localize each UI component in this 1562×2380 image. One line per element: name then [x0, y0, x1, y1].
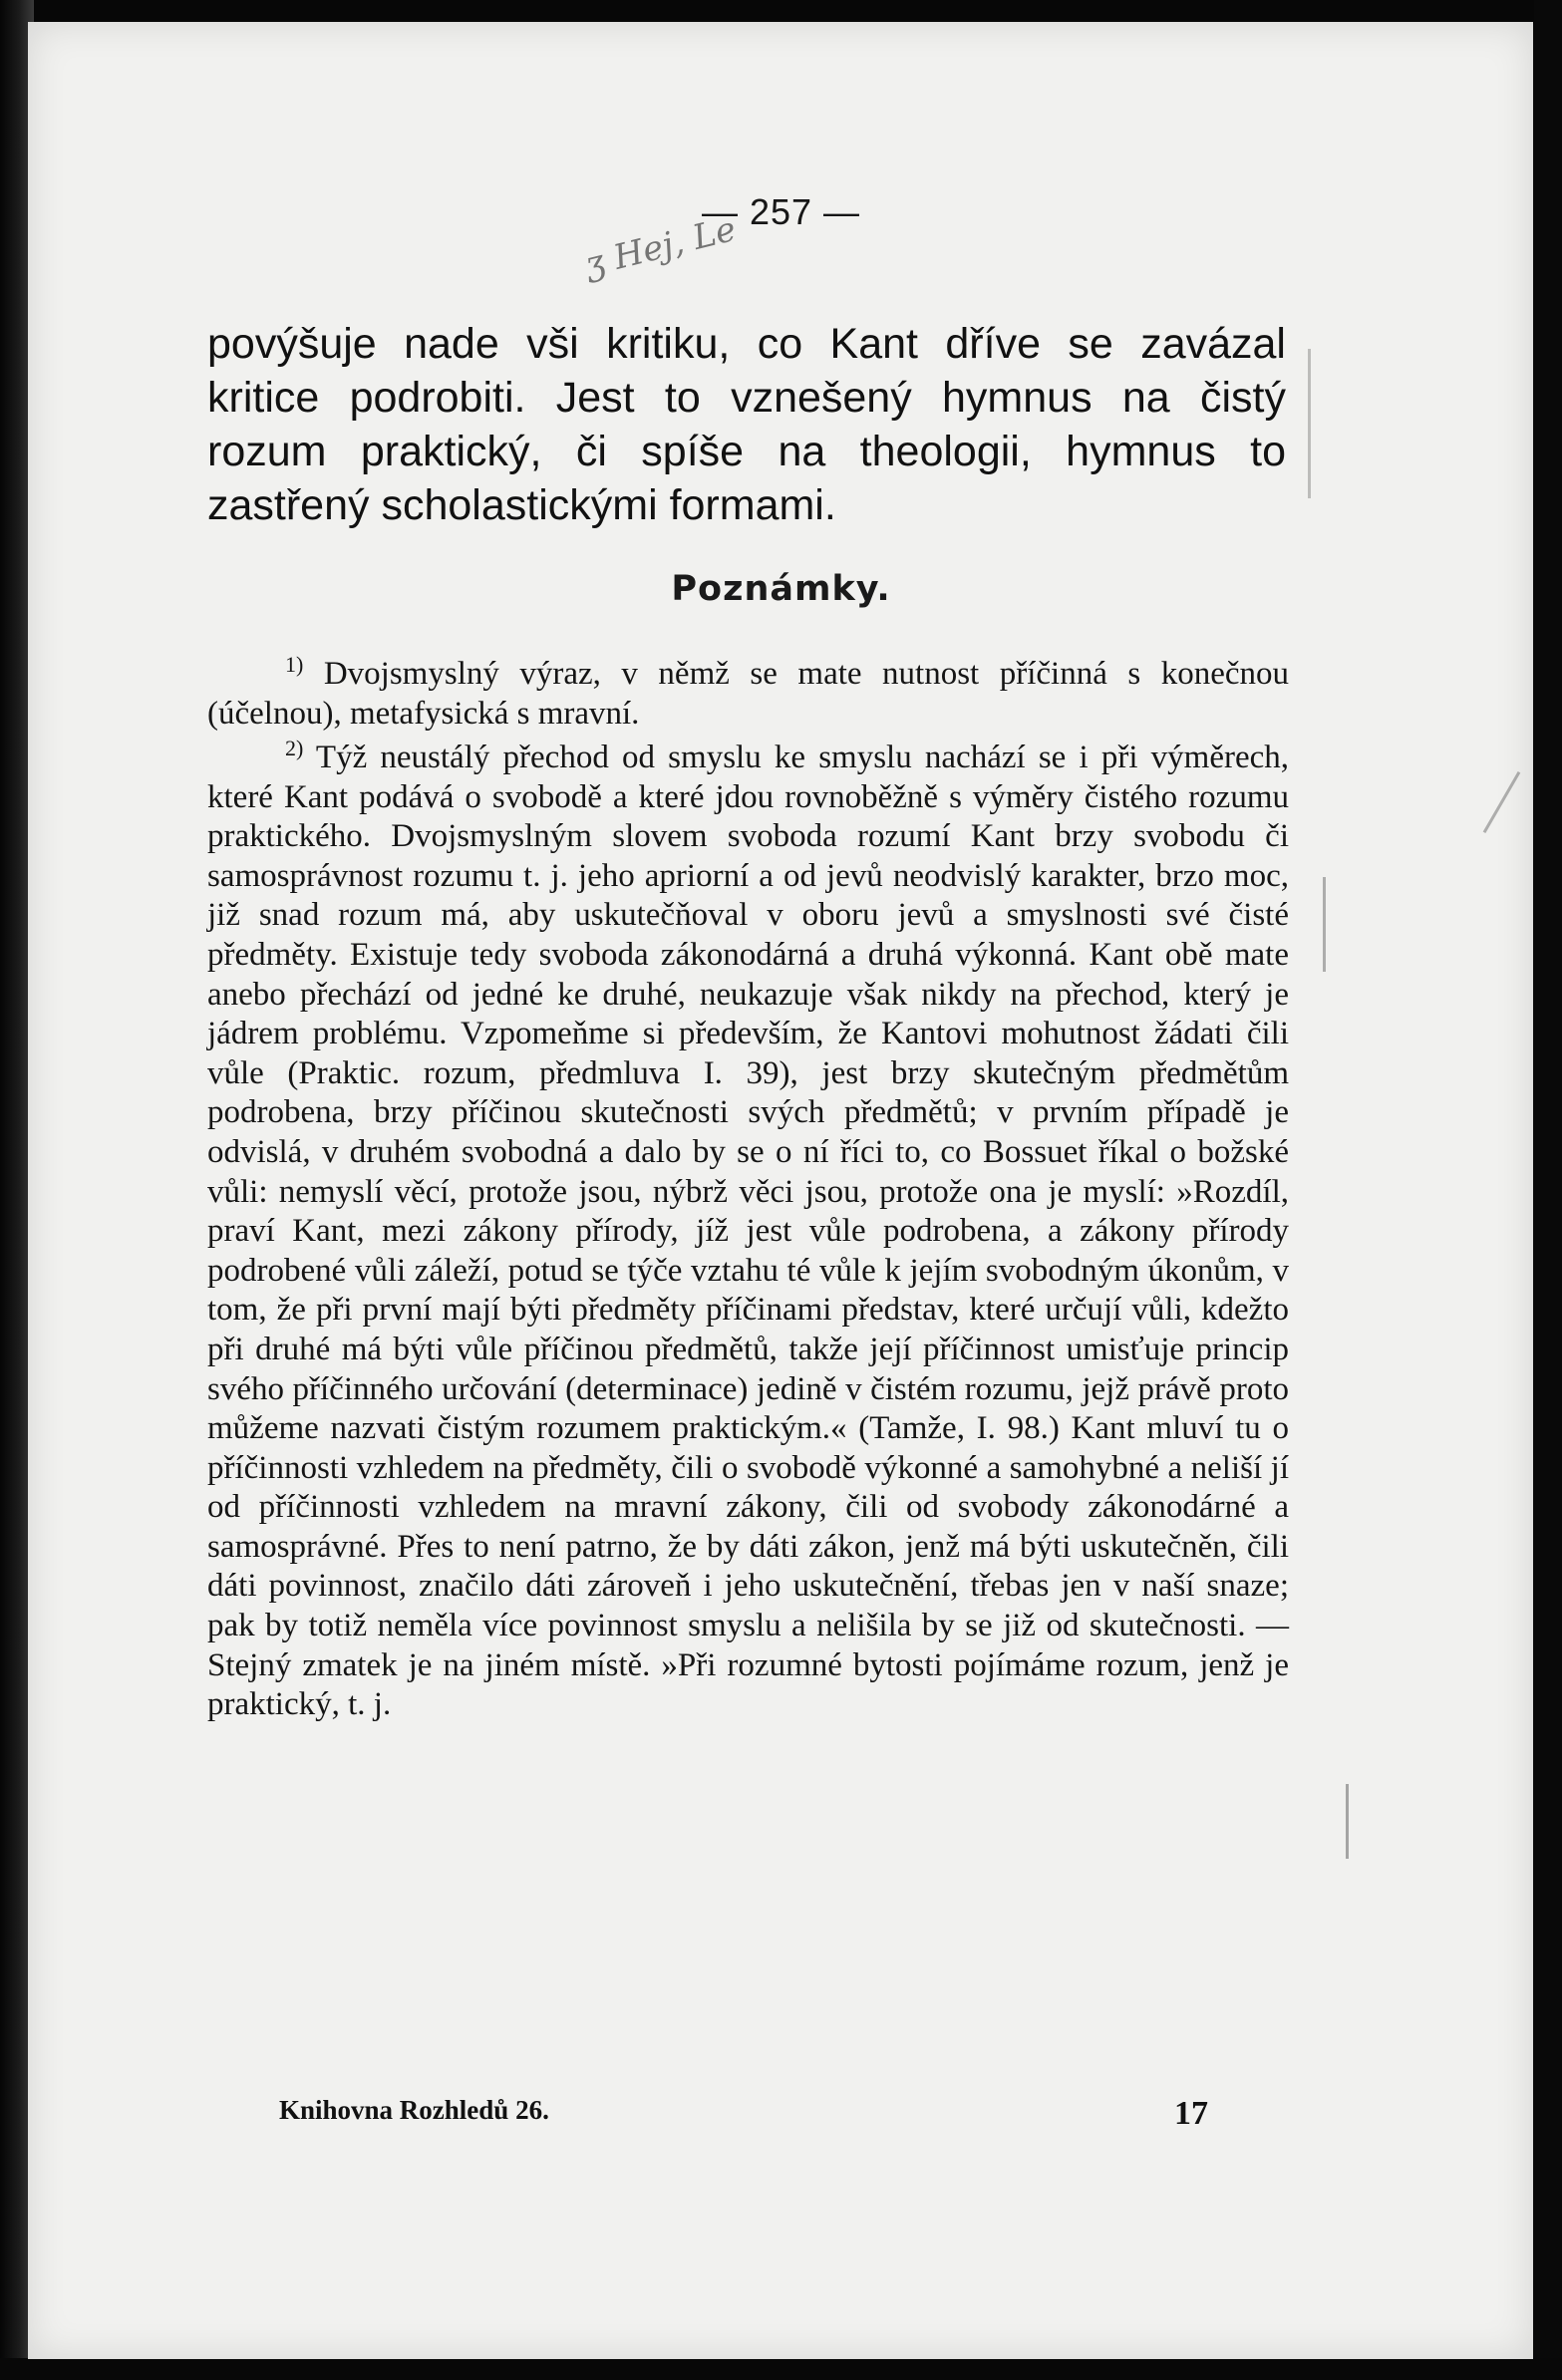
- footnote-marker: 2): [285, 736, 304, 760]
- footnote-marker: 1): [285, 652, 304, 677]
- footnote-1: [207, 652, 1290, 734]
- footnote-2: [207, 736, 1290, 1725]
- margin-pencil-mark: [1346, 1784, 1349, 1859]
- notes-heading: Poznámky.: [671, 569, 891, 609]
- margin-pencil-mark: [1323, 877, 1326, 972]
- margin-pencil-mark: [1308, 349, 1311, 498]
- footnote-text: Týž neustálý přechod od smyslu ke smyslu nachází se i při výměrech, které Kant podává o svobodě a které jdou rovnoběžně s výměry čistého rozumu praktického. Dvojsmyslným slovem svoboda rozumí Kant brzy svobodu či samosprávnost rozumu t. j. jeho apriorní a od jevů neodvislý karakter, brzo moc, již snad rozum má, aby uskutečňoval v oboru jevů a smyslnosti své čisté předměty. Existuje tedy svoboda zákonodárná a druhá výkonná. Kant obě mate anebo přechází od jedné ke druhé, neukazuje však nikdy na přechod, který je jádrem problému. Vzpomeňme si především, že Kantovi mohutnost žádati čili vůle (Praktic. rozum, předmluva I. 39), jest brzy skutečným předmětům podrobena, brzy příčinou skutečnosti svých předmětů; v prvním případě je odvislá, v druhém svobodná a dalo by se o ní říci to, co Bossuet říkal o božské vůli: nemyslí věcí, protože jsou, nýbrž věci jsou, protože ona je myslí: »Rozdíl, praví Kant, mezi zákony přírody, jíž jest vůle podrobena, a zákony přírody podrobené vůli záleží, potud se týče vztahu té vůle k jejím svobodným úkonům, v tom, že při první mají býti předměty příčinami představ, které určují vůli, kdežto při druhé má býti vůle příčinou předmětů, takže její příčinnost umisťuje princip svého příčinného určování (determinace) jedině v čistém rozumu, jejž právě proto můžeme nazvati čistým rozumem praktickým.« (Tamže, I. 98.) Kant mluví tu o příčinnosti vzhledem na předměty, čili o svobodě výkonné a samohybné a neliší jí od příčinnosti vzhledem na mravní zákony, čili od svobody zákonodárné a samosprávné. Přes to není patrno, že by dáti zákon, jenž má býti uskutečněn, čili dáti povinnost, značilo dáti zároveň i jeho uskutečnění, třebas jen v naší snaze; pak by totiž neměla více povinnost smyslu a nelišila by se již od skutečnosti. — Stejný zmatek je na jiném místě. »Při rozumné bytosti pojímáme rozum, jenž je praktický, t. j.: [207, 740, 1290, 1723]
- scan-right-border: [1534, 0, 1562, 2380]
- page-number: — 257 —: [701, 191, 861, 232]
- scan-top-border: [0, 0, 1562, 24]
- series-title: Knihovna Rozhledů 26.: [279, 2095, 549, 2125]
- footnote-text: Dvojsmyslný výraz, v němž se mate nutnost příčinná s konečnou (účelnou), metafysická s mravní.: [207, 656, 1290, 732]
- handwritten-annotation: ʒ Hej, Le: [580, 208, 741, 286]
- body-paragraph: povýšuje nade vši kritiku, co Kant dříve se zavázal kritice podrobiti. Jest to vznešený hymnus na čistý rozum praktický, či spíše na theologii, hymnus to zastřený scholastickými formami.: [207, 320, 1286, 529]
- scan-bottom-border: [0, 2358, 1562, 2380]
- signature-number: 17: [1174, 2095, 1208, 2132]
